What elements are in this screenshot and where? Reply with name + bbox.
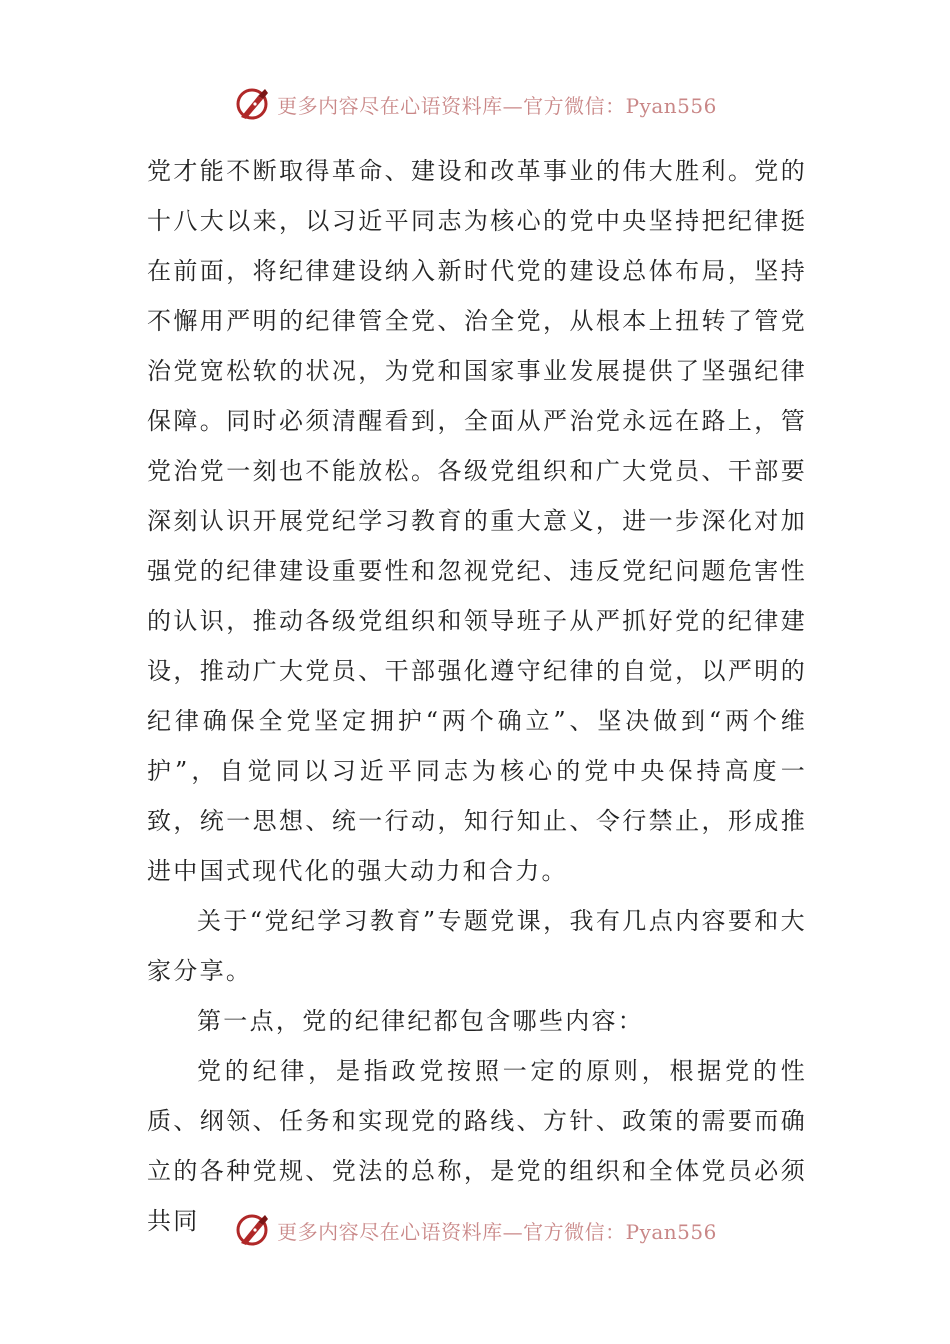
pen-nib-logo-icon: [233, 1210, 273, 1250]
footer-banner: [0, 1210, 950, 1250]
document-body: [147, 146, 807, 1246]
footer-banner-text: 更多内容尽在心语资料库—官方微信：Pyan556: [277, 1219, 717, 1244]
header-banner-text: 更多内容尽在心语资料库—官方微信：Pyan556: [277, 93, 717, 118]
header-banner: [0, 84, 950, 124]
paragraph-3: 第一点，党的纪律纪都包含哪些内容：: [197, 1007, 645, 1035]
pen-nib-logo-icon: [233, 84, 273, 124]
paragraph-2: 关于“党纪学习教育”专题党课，我有几点内容要和大家分享。: [147, 907, 807, 985]
paragraph-1: 党才能不断取得革命、建设和改革事业的伟大胜利。党的十八大以来，以习近平同志为核心的党中央坚持把纪律挺在前面，将纪律建设纳入新时代党的建设总体布局，坚持不懈用严明的纪律管全党、治全党，从根本上扭转了管党治党宽松软的状况，为党和国家事业发展提供了坚强纪律保障。同时必须清醒看到，全面从严治党永远在路上，管党治党一刻也不能放松。各级党组织和广大党员、干部要深刻认识开展党纪学习教育的重大意义，进一步深化对加强党的纪律建设重要性和忽视党纪、违反党纪问题危害性的认识，推动各级党组织和领导班子从严抓好党的纪律建设，推动广大党员、干部强化遵守纪律的自觉，以严明的纪律确保全党坚定拥护“两个确立”、坚决做到“两个维护”，自觉同以习近平同志为核心的党中央保持高度一致，统一思想、统一行动，知行知止、令行禁止，形成推进中国式现代化的强大动力和合力。: [147, 157, 807, 885]
paragraph-4: 党的纪律，是指政党按照一定的原则，根据党的性质、纲领、任务和实现党的路线、方针、政策的需要而确立的各种党规、党法的总称，是党的组织和全体党员必须共同: [147, 1057, 807, 1235]
